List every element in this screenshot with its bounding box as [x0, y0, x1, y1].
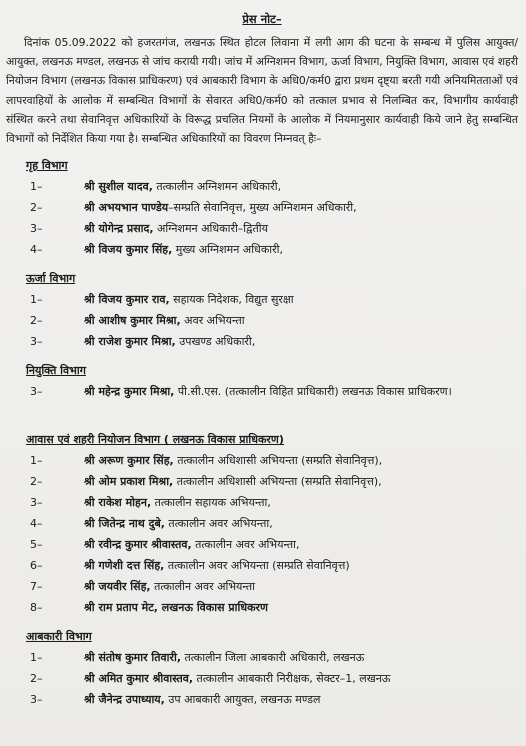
officer-details	[84, 648, 518, 667]
officer-designation: सहायक निदेशक, विद्युत सुरक्षा	[169, 293, 294, 307]
officer-number: 5–	[30, 538, 43, 552]
officer-details	[84, 311, 518, 330]
officer-designation: तत्कालीन अवर अभियन्ता	[150, 580, 255, 594]
officer-row	[6, 648, 518, 669]
officer-number: 1–	[30, 651, 43, 665]
officer-number: 3–	[30, 693, 43, 707]
officer-number: 2–	[30, 672, 43, 686]
officer-designation: तत्कालीन अधिशासी अभियन्ता (सम्प्रति सेवानिवृत्त),	[173, 475, 382, 489]
officer-name: श्री अरूण कुमार सिंह,	[84, 454, 174, 468]
officer-row	[6, 598, 518, 619]
officer-row	[6, 535, 518, 556]
officer-designation: मुख्य अग्निशमन अधिकारी,	[172, 243, 283, 257]
officer-details	[84, 493, 518, 512]
department-heading: आवास एवं शहरी नियोजन विभाग ( लखनऊ विकास प्राधिकरण)	[26, 433, 284, 447]
officer-name: श्री सुशील यादव,	[84, 180, 153, 194]
officer-row	[6, 290, 518, 311]
officer-row	[6, 493, 518, 514]
officer-details	[84, 382, 518, 401]
officer-details	[84, 219, 518, 238]
officer-number: 1–	[30, 180, 43, 194]
officer-name: श्री अमित कुमार श्रीवास्तव,	[84, 672, 194, 686]
officer-designation: तत्कालीन अवर अभियन्ता,	[191, 538, 300, 552]
officer-row	[6, 669, 518, 690]
department-section	[6, 269, 518, 353]
officer-name: श्री अभयभान पाण्डेय	[84, 201, 169, 215]
officer-details	[84, 332, 518, 351]
officer-number: 6–	[30, 559, 43, 573]
officer-details	[84, 240, 518, 259]
officer-designation: उप आबकारी आयुक्त, लखनऊ मण्डल	[164, 693, 321, 707]
officer-designation: तत्कालीन जिला आबकारी अधिकारी, लखनऊ	[181, 651, 365, 665]
officer-row	[6, 556, 518, 577]
officer-number: 1–	[30, 293, 43, 307]
officer-number: 3–	[30, 385, 43, 399]
officer-details	[84, 177, 518, 196]
officer-details	[84, 598, 518, 617]
officer-number: 8–	[30, 601, 43, 615]
officer-name: श्री विजय कुमार सिंह,	[84, 243, 173, 257]
officer-number: 2–	[30, 314, 43, 328]
officer-number: 2–	[30, 475, 43, 489]
officer-designation: तत्कालीन अवर अभियन्ता,	[164, 517, 273, 531]
officer-number: 1–	[30, 454, 43, 468]
officer-name: श्री संतोष कुमार तिवारी,	[84, 651, 182, 665]
officer-designation: पी.सी.एस. (तत्कालीन विहित प्राधिकारी) लखनऊ विकास प्राधिकरण।	[174, 385, 452, 399]
officer-number: 2–	[30, 201, 43, 215]
officer-name: श्री राम प्रताप मेट, लखनऊ विकास प्राधिकरण	[84, 601, 268, 615]
officer-number: 3–	[30, 335, 43, 349]
officer-name: श्री योगेन्द्र प्रसाद,	[84, 222, 154, 236]
department-heading: आबकारी विभाग	[26, 630, 92, 644]
officer-row	[6, 332, 518, 353]
officer-designation: अग्निशमन अधिकारी–द्वितीय	[153, 222, 268, 236]
officer-name: श्री जितेन्द्र नाथ दुबे,	[84, 517, 165, 531]
officer-designation: तत्कालीन अवर अभियन्ता (सम्प्रति सेवानिवृत्त)	[164, 559, 350, 573]
officer-row	[6, 514, 518, 535]
officer-name: श्री आशीष कुमार मिश्रा,	[84, 314, 181, 328]
officer-name: श्री जैनेन्द्र उपाध्याय,	[84, 693, 165, 707]
officer-details	[84, 556, 518, 575]
department-section	[6, 361, 518, 422]
officer-designation: तत्कालीन अग्निशमन अधिकारी,	[152, 180, 282, 194]
department-sections	[6, 156, 518, 711]
officer-row	[6, 690, 518, 711]
officer-number: 7–	[30, 580, 43, 594]
officer-details	[84, 198, 518, 217]
officer-details	[84, 451, 518, 470]
officer-details	[84, 690, 518, 709]
department-section	[6, 430, 518, 619]
officer-designation: तत्कालीन सहायक अभियन्ता,	[151, 496, 271, 510]
officer-name: श्री राकेश मोहन,	[84, 496, 152, 510]
officer-row	[6, 472, 518, 493]
officer-details	[84, 535, 518, 554]
officer-row	[6, 311, 518, 332]
officer-details	[84, 514, 518, 533]
officer-designation: –सम्प्रति सेवानिवृत्त, मुख्य अग्निशमन अधिकारी,	[168, 201, 357, 215]
officer-number: 4–	[30, 243, 43, 257]
officer-designation: उपखण्ड अधिकारी,	[175, 335, 256, 349]
document-title: प्रेस नोट–	[242, 12, 282, 26]
officer-row	[6, 219, 518, 240]
officer-details	[84, 472, 518, 491]
officer-details	[84, 290, 518, 309]
officer-row	[6, 240, 518, 261]
officer-row	[6, 198, 518, 219]
department-heading: नियुक्ति विभाग	[26, 364, 86, 378]
officer-row	[6, 577, 518, 598]
intro-paragraph	[6, 33, 518, 148]
officer-row	[6, 451, 518, 472]
officer-row	[6, 177, 518, 198]
officer-number: 4–	[30, 517, 43, 531]
officer-number: 3–	[30, 222, 43, 236]
officer-name: श्री गणेशी दत्त सिंह,	[84, 559, 165, 573]
officer-name: श्री राजेश कुमार मिश्रा,	[84, 335, 176, 349]
officer-name: श्री ओम प्रकाश मिश्रा,	[84, 475, 174, 489]
officer-designation: तत्कालीन आबकारी निरीक्षक, सेक्टर–1, लखनऊ	[193, 672, 391, 686]
officer-name: श्री महेन्द्र कुमार मिश्रा,	[84, 385, 175, 399]
officer-designation: तत्कालीन अधिशासी अभियन्ता (सम्प्रति सेवानिवृत्त),	[173, 454, 383, 468]
officer-name: श्री विजय कुमार राव,	[84, 293, 170, 307]
department-heading: गृह विभाग	[26, 159, 68, 173]
intro-text: दिनांक 05.09.2022 को हजरतगंज, लखनऊ स्थित होटल लिवाना में लगी आग की घटना के सम्बन्ध में पुलिस आयुक्त/आयुक्त, लखनऊ मण्डल, लखनऊ से जांच करायी गयी। जांच में अग्निशमन विभाग, ऊर्जा विभाग, नियुक्ति विभाग, आवास एवं शहरी नियोजन विभाग (लखनऊ विकास प्राधिकरण) एवं आबकारी विभाग के अधि0/कर्म0 द्वारा प्रथम दृष्ट्या बरती गयी अनियमितताओं एवं लापरवाहियों के आलोक में सम्बन्धित विभागों के सेवारत अधि0/कर्म0 को तत्काल प्रभाव से निलम्बित कर, विभागीय कार्यवाही संस्थित करने तथा सेवानिवृत्त अधिकारियों के विरूद्ध प्रचलित नियमों के आलोक में नियमानुसार कार्यवाही किये जाने हेतु सम्बन्धित विभागों को निर्देशित किया गया है। सम्बन्धित अधिकारियों का विवरण निम्नवत् हैः–	[6, 36, 518, 146]
officer-name: श्री जयवीर सिंह,	[84, 580, 151, 594]
department-section	[6, 627, 518, 711]
officer-designation: अवर अभियन्ता	[180, 314, 245, 328]
officer-name: श्री रवीन्द्र कुमार श्रीवास्तव,	[84, 538, 192, 552]
officer-details	[84, 577, 518, 596]
officer-row	[6, 382, 518, 422]
officer-details	[84, 669, 518, 688]
department-section	[6, 156, 518, 261]
department-heading: ऊर्जा विभाग	[26, 272, 76, 286]
officer-number: 3–	[30, 496, 43, 510]
